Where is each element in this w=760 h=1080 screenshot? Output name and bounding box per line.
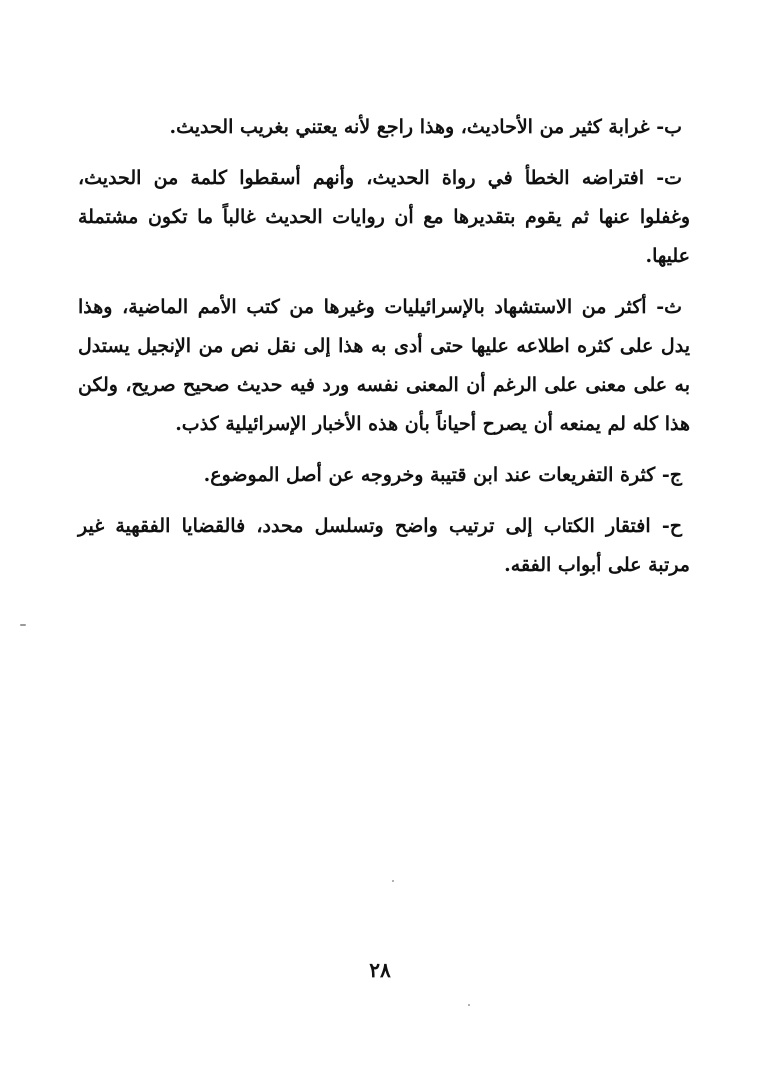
scan-speck	[20, 624, 26, 626]
paragraph-tha: ث- أكثر من الاستشهاد بالإسرائيليات وغيرها من كتب الأمم الماضية، وهذا يدل على كثره اطلاعه عليها حتى أدى به هذا إلى نقل نص من الإنجيل يستدل به على معنى على الرغم أن المعنى نفسه ورد فيه حديث صحيح صريح، ولكن هذا كله لم يمنعه أن يصرح أحياناً بأن هذه الأخبار الإسرائيلية كذب.	[78, 296, 690, 435]
scan-speck	[468, 1004, 470, 1006]
paragraph-ta: ت- افتراضه الخطأ في رواة الحديث، وأنهم أسقطوا كلمة من الحديث، وغفلوا عنها ثم يقوم بتقديرها مع أن روايات الحديث غالباً ما تكون مشتملة عليها.	[78, 167, 690, 267]
body-text	[78, 108, 690, 585]
scan-speck	[392, 880, 394, 882]
paragraph-ha: ح- افتقار الكتاب إلى ترتيب واضح وتسلسل محدد، فالقضايا الفقهية غير مرتبة على أبواب الفقه.	[78, 515, 690, 576]
paragraph-jim: ج- كثرة التفريعات عند ابن قتيبة وخروجه عن أصل الموضوع.	[203, 464, 682, 486]
page-number: ٢٨	[369, 958, 391, 982]
paragraph-ba: ب- غرابة كثير من الأحاديث، وهذا راجع لأنه يعتني بغريب الحديث.	[169, 116, 682, 138]
